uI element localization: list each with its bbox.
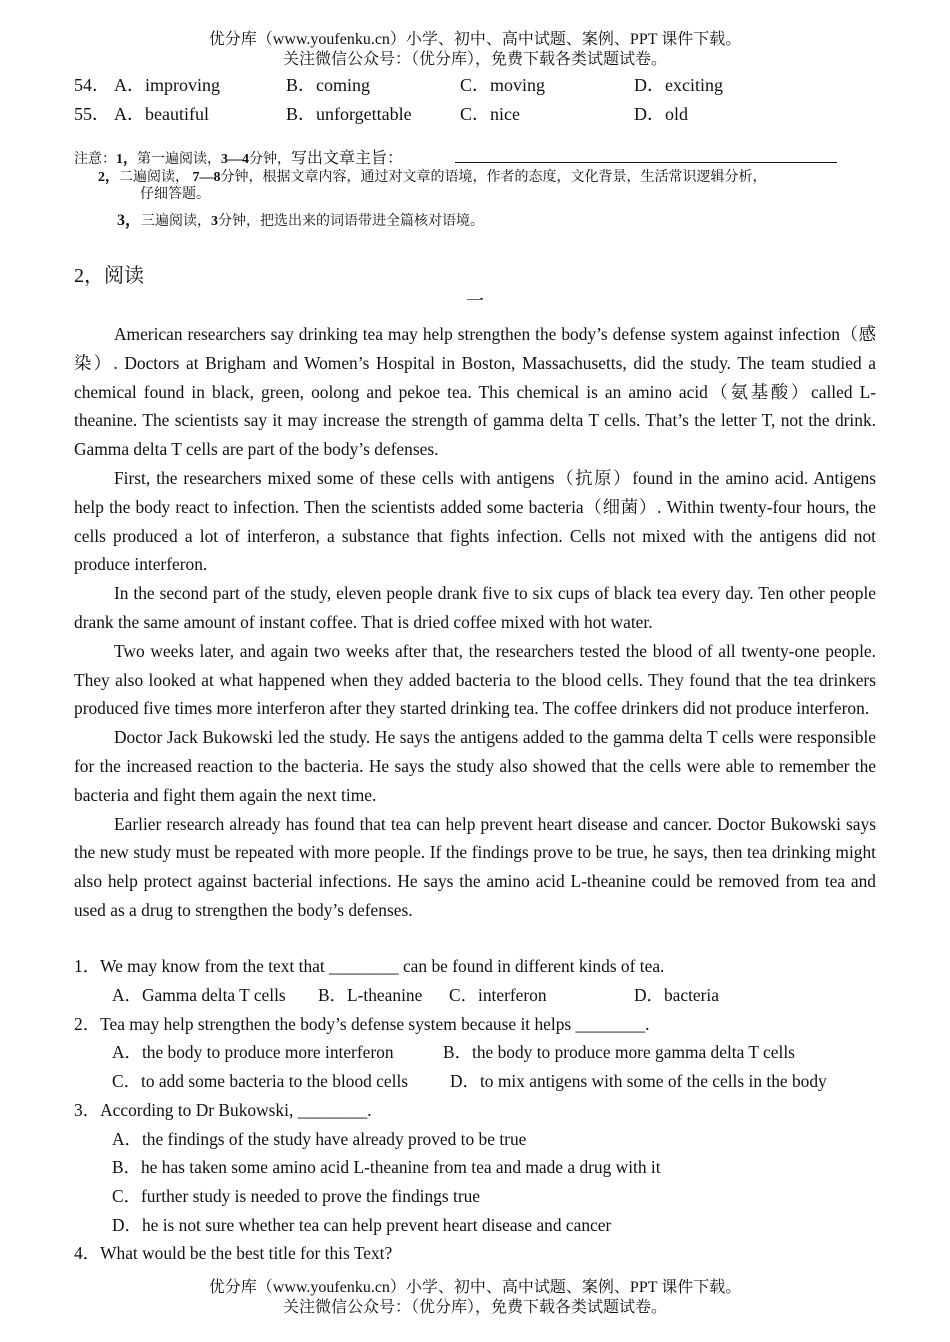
question-3-option-b[interactable]: B．he has taken some amino acid L-theanine from tea and made a drug with it	[112, 1157, 661, 1177]
option-b: B．unforgettable	[286, 104, 412, 124]
question-2-option-c[interactable]: C．to add some bacteria to the blood cells	[112, 1071, 409, 1091]
note-time: 7—8	[192, 170, 221, 185]
question-4-stem: 4．What would be the best title for this Text?	[74, 1243, 393, 1263]
answer-blank-line[interactable]	[455, 162, 837, 163]
paragraph: Two weeks later, and again two weeks after that, the researchers tested the blood of all twenty-one people. They also looked at what happened when they added bacteria to the blood cells. They found that the tea drinkers produced five times more interferon after they started drinking tea. The coffee drinkers did not produce interferon.	[74, 640, 876, 719]
note-2-continued: 仔细答题。	[140, 187, 210, 202]
passage-label: 一	[466, 291, 484, 311]
question-number: 55．	[74, 104, 110, 124]
note-text: 第一遍阅读，	[137, 152, 221, 167]
note-1	[74, 150, 403, 168]
header-line-1: 优分库（www.youfenku.cn）小学、初中、高中试题、案例、PPT 课件下载。	[208, 31, 742, 48]
question-2-stem: 2．Tea may help strengthen the body’s defense system because it helps ________.	[74, 1014, 650, 1034]
option-d: D．old	[634, 104, 688, 124]
question-2-option-b[interactable]: B．the body to produce more gamma delta T cells	[443, 1042, 795, 1062]
question-2-option-a[interactable]: A．the body to produce more interferon	[112, 1042, 394, 1062]
footer-line-1: 优分库（www.youfenku.cn）小学、初中、高中试题、案例、PPT 课件下载。	[208, 1279, 742, 1296]
note-text: 分钟，根据文章内容，通过对文章的语境，作者的态度，文化背景，生活常识逻辑分析，	[220, 170, 767, 185]
note-time: 3	[211, 214, 219, 229]
paragraph: Earlier research already has found that tea can help prevent heart disease and cancer. Doctor Bukowski says the new study must be repeated with more people. If the findings prove to be true, he says, then tea drinking might also help protect against bacterial infections. He says the amino acid L-theanine could be removed from tea and used as a drug to strengthen the body’s defenses.	[74, 813, 876, 920]
question-1-option-a[interactable]: A．Gamma delta T cells	[112, 985, 286, 1005]
question-3-option-c[interactable]: C．further study is needed to prove the findings true	[112, 1186, 481, 1206]
question-2-option-d[interactable]: D．to mix antigens with some of the cells in the body	[450, 1071, 827, 1091]
note-3	[117, 212, 484, 230]
option-b: B．coming	[286, 75, 370, 95]
paragraph: In the second part of the study, eleven people drank five to six cups of black tea every day. Ten other people drank the same amount of instant coffee. That is dried coffee mixed with hot water.	[74, 583, 876, 632]
option-a: A．beautiful	[114, 104, 209, 124]
question-3-option-d[interactable]: D．he is not sure whether tea can help prevent heart disease and cancer	[112, 1215, 612, 1235]
note-text: 写出文章主旨：	[291, 150, 404, 167]
option-d: D．exciting	[634, 75, 723, 95]
note-label: 注意：	[74, 152, 116, 167]
note-number: 2，	[98, 170, 119, 185]
paragraph: American researchers say drinking tea may help strengthen the body’s defense system against infection（感染）. Doctors at Brigham and Women’s Hospital in Boston, Massachusetts, did the study. The team studied a chemical found in black, green, oolong and pekoe tea. This chemical is an amino acid（氨基酸）called L-theanine. The scientists say it may increase the strength of gamma delta T cells. That’s the letter T, not the drink. Gamma delta T cells are part of the body’s defenses.	[74, 324, 876, 460]
note-text: 分钟，	[249, 152, 291, 167]
note-number: 1，	[116, 152, 137, 167]
note-text: 三遍阅读，	[141, 214, 212, 229]
question-1-option-d[interactable]: D．bacteria	[634, 985, 719, 1005]
question-3-option-a[interactable]: A．the findings of the study have already proved to be true	[112, 1129, 527, 1149]
option-a: A．improving	[114, 75, 220, 95]
footer-line-2: 关注微信公众号：（优分库），免费下载各类试题试卷。	[282, 1299, 667, 1316]
question-3-stem: 3．According to Dr Bukowski, ________.	[74, 1100, 372, 1120]
note-text: 分钟，把选出来的词语带进全篇核对语境。	[218, 214, 485, 229]
section-title: 2，阅读	[74, 265, 144, 287]
question-1-option-c[interactable]: C．interferon	[449, 985, 547, 1005]
note-2	[98, 169, 767, 186]
note-time: 3—4	[221, 152, 249, 167]
option-c: C．moving	[460, 75, 546, 95]
note-text: 二遍阅读，	[119, 170, 189, 185]
question-1-stem: 1．We may know from the text that ________ can be found in different kinds of tea.	[74, 956, 665, 976]
reading-passage	[74, 320, 876, 925]
paragraph: First, the researchers mixed some of these cells with antigens（抗原）found in the amino acid. Antigens help the body react to infection. Then the scientists added some bacteria（细菌）. Within twenty-four hours, the cells produced a lot of interferon, a substance that fights infection. Cells not mixed with the antigens did not produce interferon.	[74, 467, 876, 575]
question-1-option-b[interactable]: B．L-theanine	[318, 985, 423, 1005]
question-number: 54．	[74, 75, 110, 95]
option-c: C．nice	[460, 104, 520, 124]
header-line-2: 关注微信公众号：（优分库），免费下载各类试题试卷。	[282, 51, 667, 68]
paragraph: Doctor Jack Bukowski led the study. He says the antigens added to the gamma delta T cells were responsible for the increased reaction to the bacteria. He says the study also showed that the cells were able to remember the bacteria and fight them again the next time.	[74, 727, 876, 805]
note-number: 3，	[117, 212, 142, 229]
